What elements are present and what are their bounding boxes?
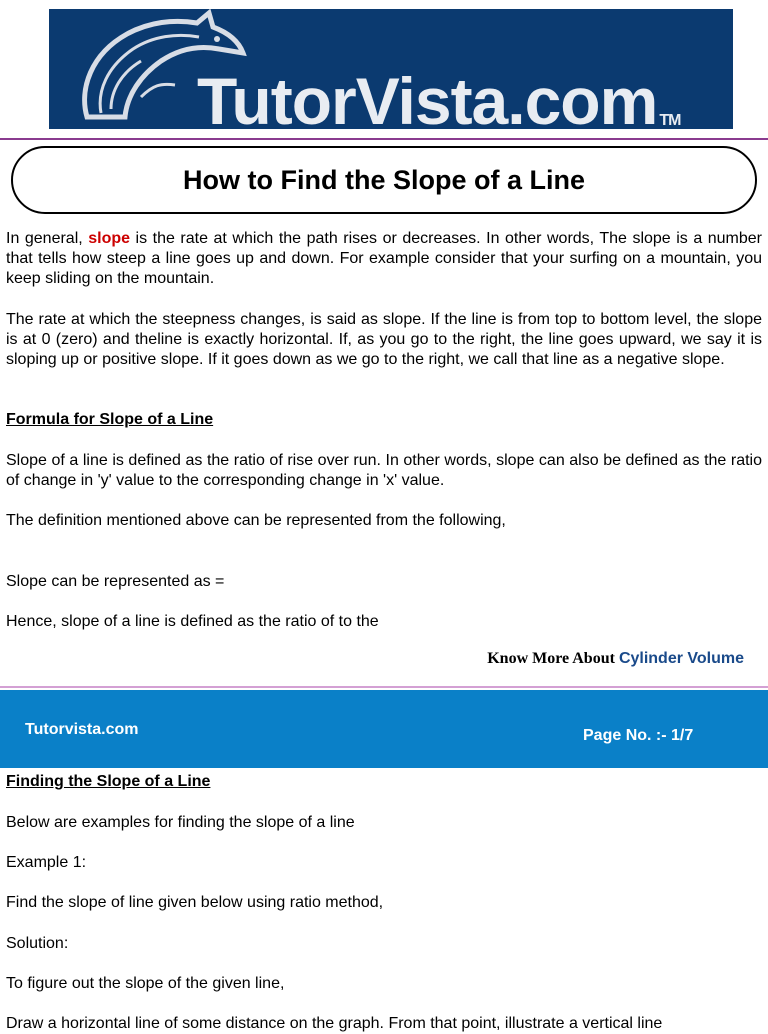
logo-wordmark: TutorVista.com ™ bbox=[197, 64, 681, 129]
example-label: Example 1: bbox=[6, 854, 87, 871]
finding-heading: Finding the Slope of a Line bbox=[6, 773, 211, 790]
top-divider bbox=[0, 138, 768, 140]
tutorvista-banner bbox=[49, 9, 733, 129]
slope-keyword: slope bbox=[88, 230, 131, 247]
page-number: Page No. :- 1/7 bbox=[583, 727, 694, 744]
paragraph-6: Hence, slope of a line is defined as the ratio of to the bbox=[6, 613, 379, 630]
solution-label: Solution: bbox=[6, 935, 69, 952]
formula-heading: Formula for Slope of a Line bbox=[6, 411, 214, 428]
intro-paragraph: In general, slope is the rate at which the path rises or decreases. In other words, The slope is a number that tells how steep a line goes up and down. For example consider that your surfing on a mountain, you keep sliding on the mountain. bbox=[6, 230, 762, 287]
paragraph-7: Below are examples for finding the slope of a line bbox=[6, 814, 355, 831]
paragraph-8: Find the slope of line given below using ratio method, bbox=[6, 894, 384, 911]
cylinder-volume-link[interactable]: Cylinder Volume bbox=[618, 650, 744, 667]
paragraph-3: Slope of a line is defined as the ratio of rise over run. In other words, slope can also be defined as the ratio of change in 'y' value to the corresponding change in 'x' value. bbox=[6, 452, 762, 489]
paragraph-5: Slope can be represented as = bbox=[6, 573, 225, 590]
title-box bbox=[11, 146, 757, 214]
page-footer bbox=[0, 690, 768, 768]
paragraph-4: The definition mentioned above can be represented from the following, bbox=[6, 512, 506, 529]
footer-divider bbox=[0, 686, 768, 688]
paragraph-9: To figure out the slope of the given line, bbox=[6, 975, 285, 992]
know-more-line: Know More About Cylinder Volume bbox=[487, 650, 744, 667]
footer-site: Tutorvista.com bbox=[25, 721, 139, 738]
page-title: How to Find the Slope of a Line bbox=[183, 164, 585, 195]
paragraph-10: Draw a horizontal line of some distance on the graph. From that point, illustrate a vertical line bbox=[6, 1015, 663, 1032]
paragraph-2: The rate at which the steepness changes, is said as slope. If the line is from top to bottom level, the slope is at 0 (zero) and theline is exactly horizontal. If, as you go to the right, the line goes upward, we say it is sloping up or positive slope. If it goes down as we go to the right, we call that line as a negative slope. bbox=[6, 311, 762, 368]
